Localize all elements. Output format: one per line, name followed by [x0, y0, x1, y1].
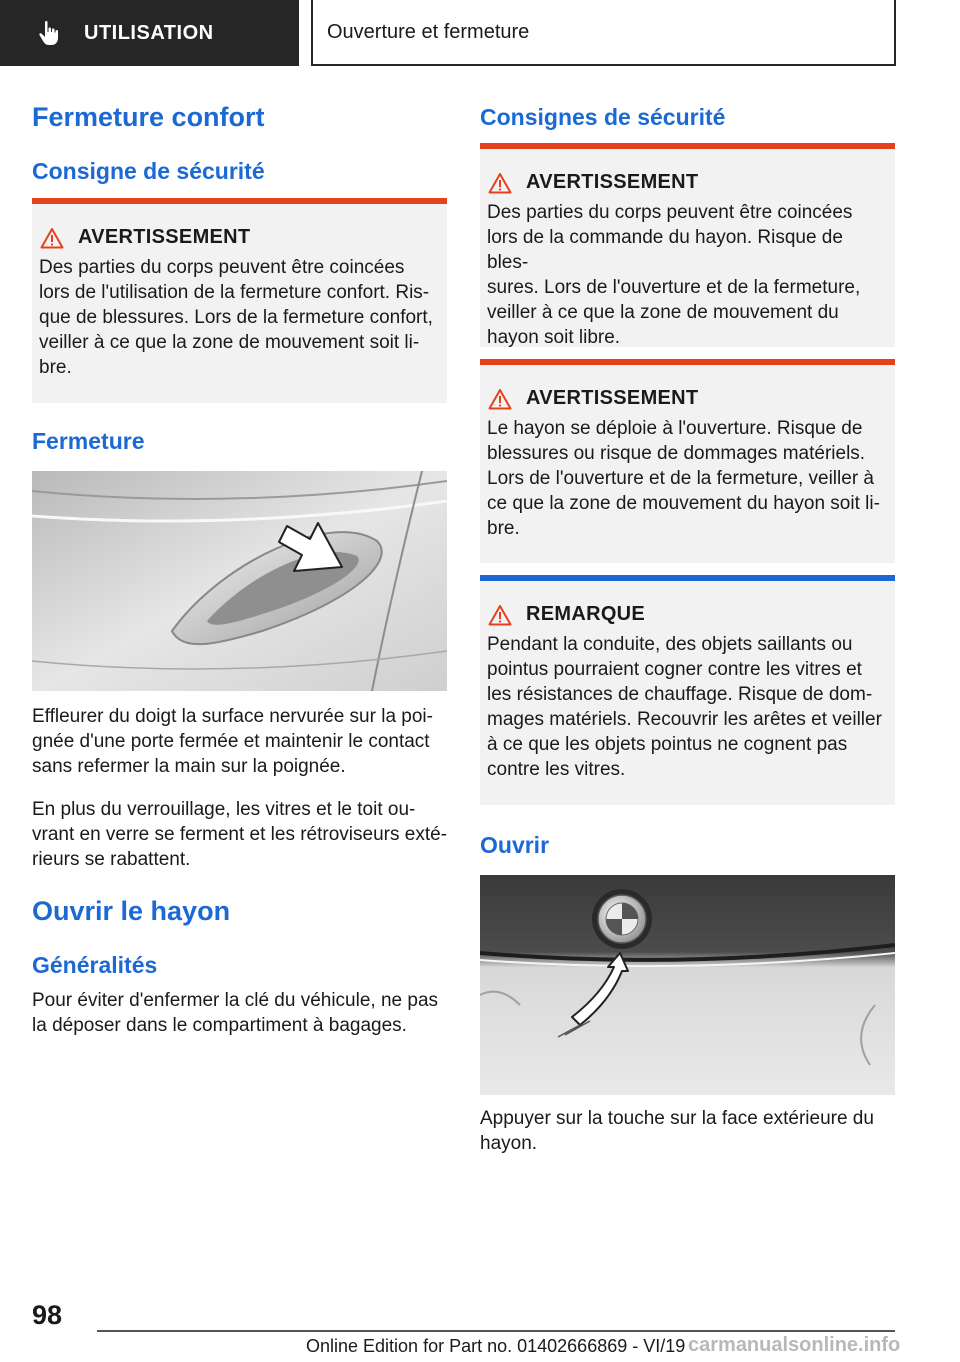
subtitle-open: Ouvrir — [480, 832, 550, 858]
text-line: bre. — [487, 518, 520, 539]
hand-pointer-icon — [36, 19, 64, 47]
warning-triangle-icon — [40, 227, 64, 249]
chapter-label: Ouverture et fermeture — [327, 20, 530, 43]
text-line: pointus pourraient cogner contre les vitres et — [487, 659, 862, 680]
warning-label: AVERTISSEMENT — [78, 226, 251, 248]
text-line: hayon soit libre. — [487, 327, 621, 348]
general-text — [32, 988, 452, 1038]
subtitle-general: Généralités — [32, 952, 158, 978]
text-line: rieurs se rabattent. — [32, 849, 191, 870]
note-box — [480, 575, 895, 805]
warning-text — [487, 416, 887, 541]
text-line: les résistances de chauffage. Risque de dom- — [487, 684, 873, 705]
footer-divider — [97, 1330, 895, 1332]
section-label: UTILISATION — [84, 21, 214, 44]
edition-note: Online Edition for Part no. 01402666869 - VI/19 — [306, 1336, 686, 1356]
text-line: ce que la zone de mouvement du hayon soit li- — [487, 493, 880, 514]
text-line: Appuyer sur la touche sur la face extérieure du — [480, 1108, 874, 1129]
text-line: veiller à ce que la zone de mouvement soit li- — [39, 332, 420, 353]
section-tab — [0, 0, 299, 66]
text-line: Le hayon se déploie à l'ouverture. Risque de — [487, 418, 863, 439]
closing-details — [32, 797, 452, 872]
text-line: Des parties du corps peuvent être coincées — [39, 257, 405, 278]
text-line: Pendant la conduite, des objets saillants ou — [487, 634, 853, 655]
text-line: Effleurer du doigt la surface nervurée sur la poi- — [32, 706, 433, 727]
title-safety-notes: Consignes de sécurité — [480, 104, 726, 130]
text-line: mages matériels. Recouvrir les arêtes et veiller — [487, 709, 882, 730]
warning-box-tailgate-1 — [480, 143, 895, 347]
text-line: la déposer dans le compartiment à bagages. — [32, 1015, 407, 1036]
warning-label: AVERTISSEMENT — [526, 387, 699, 409]
warning-triangle-icon — [488, 172, 512, 194]
watermark: carmanualsonline.info — [688, 1334, 901, 1356]
text-line: sans refermer la main sur la poignée. — [32, 756, 346, 777]
text-line: hayon. — [480, 1133, 538, 1154]
note-text — [487, 632, 887, 782]
text-line: vrant en verre se ferment et les rétroviseurs exté- — [32, 824, 447, 845]
text-line: Des parties du corps peuvent être coincées — [487, 202, 853, 223]
tailgate-button-illustration — [480, 875, 895, 1095]
text-line: à ce que les objets pointus ne cognent pas — [487, 734, 848, 755]
title-open-tailgate: Ouvrir le hayon — [32, 896, 231, 926]
text-line: blessures ou risque de dommages matériels. — [487, 443, 866, 464]
page-number: 98 — [32, 1300, 63, 1330]
text-line: que de blessures. Lors de la fermeture confort, — [39, 307, 433, 328]
text-line: lors de la commande du hayon. Risque de bles- — [487, 227, 843, 273]
text-line: Pour éviter d'enfermer la clé du véhicule, ne pas — [32, 990, 439, 1011]
closing-instructions — [32, 704, 452, 779]
door-handle-illustration — [32, 471, 447, 691]
note-label: REMARQUE — [526, 603, 646, 625]
warning-box-tailgate-2 — [480, 359, 895, 563]
subtitle-safety-note: Consigne de sécurité — [32, 158, 265, 184]
warning-text — [39, 255, 439, 380]
text-line: gnée d'une porte fermée et maintenir le contact — [32, 731, 430, 752]
warning-text — [487, 200, 887, 350]
title-comfort-closing: Fermeture confort — [32, 102, 265, 132]
text-line: sures. Lors de l'ouverture et de la fermeture, — [487, 277, 861, 298]
warning-header — [40, 226, 447, 249]
warning-triangle-icon — [488, 604, 512, 626]
text-line: contre les vitres. — [487, 759, 626, 780]
warning-header — [488, 387, 895, 410]
warning-box-comfort — [32, 198, 447, 403]
text-line: lors de l'utilisation de la fermeture confort. Ris- — [39, 282, 430, 303]
chapter-tab — [311, 0, 896, 66]
warning-label: AVERTISSEMENT — [526, 171, 699, 193]
warning-header — [488, 171, 895, 194]
subtitle-closing: Fermeture — [32, 428, 145, 454]
text-line: bre. — [39, 357, 72, 378]
note-header — [488, 603, 895, 626]
text-line: Lors de l'ouverture et de la fermeture, veiller à — [487, 468, 874, 489]
text-line: veiller à ce que la zone de mouvement du — [487, 302, 839, 323]
warning-triangle-icon — [488, 388, 512, 410]
text-line: En plus du verrouillage, les vitres et le toit ou- — [32, 799, 416, 820]
open-instructions — [480, 1106, 900, 1156]
